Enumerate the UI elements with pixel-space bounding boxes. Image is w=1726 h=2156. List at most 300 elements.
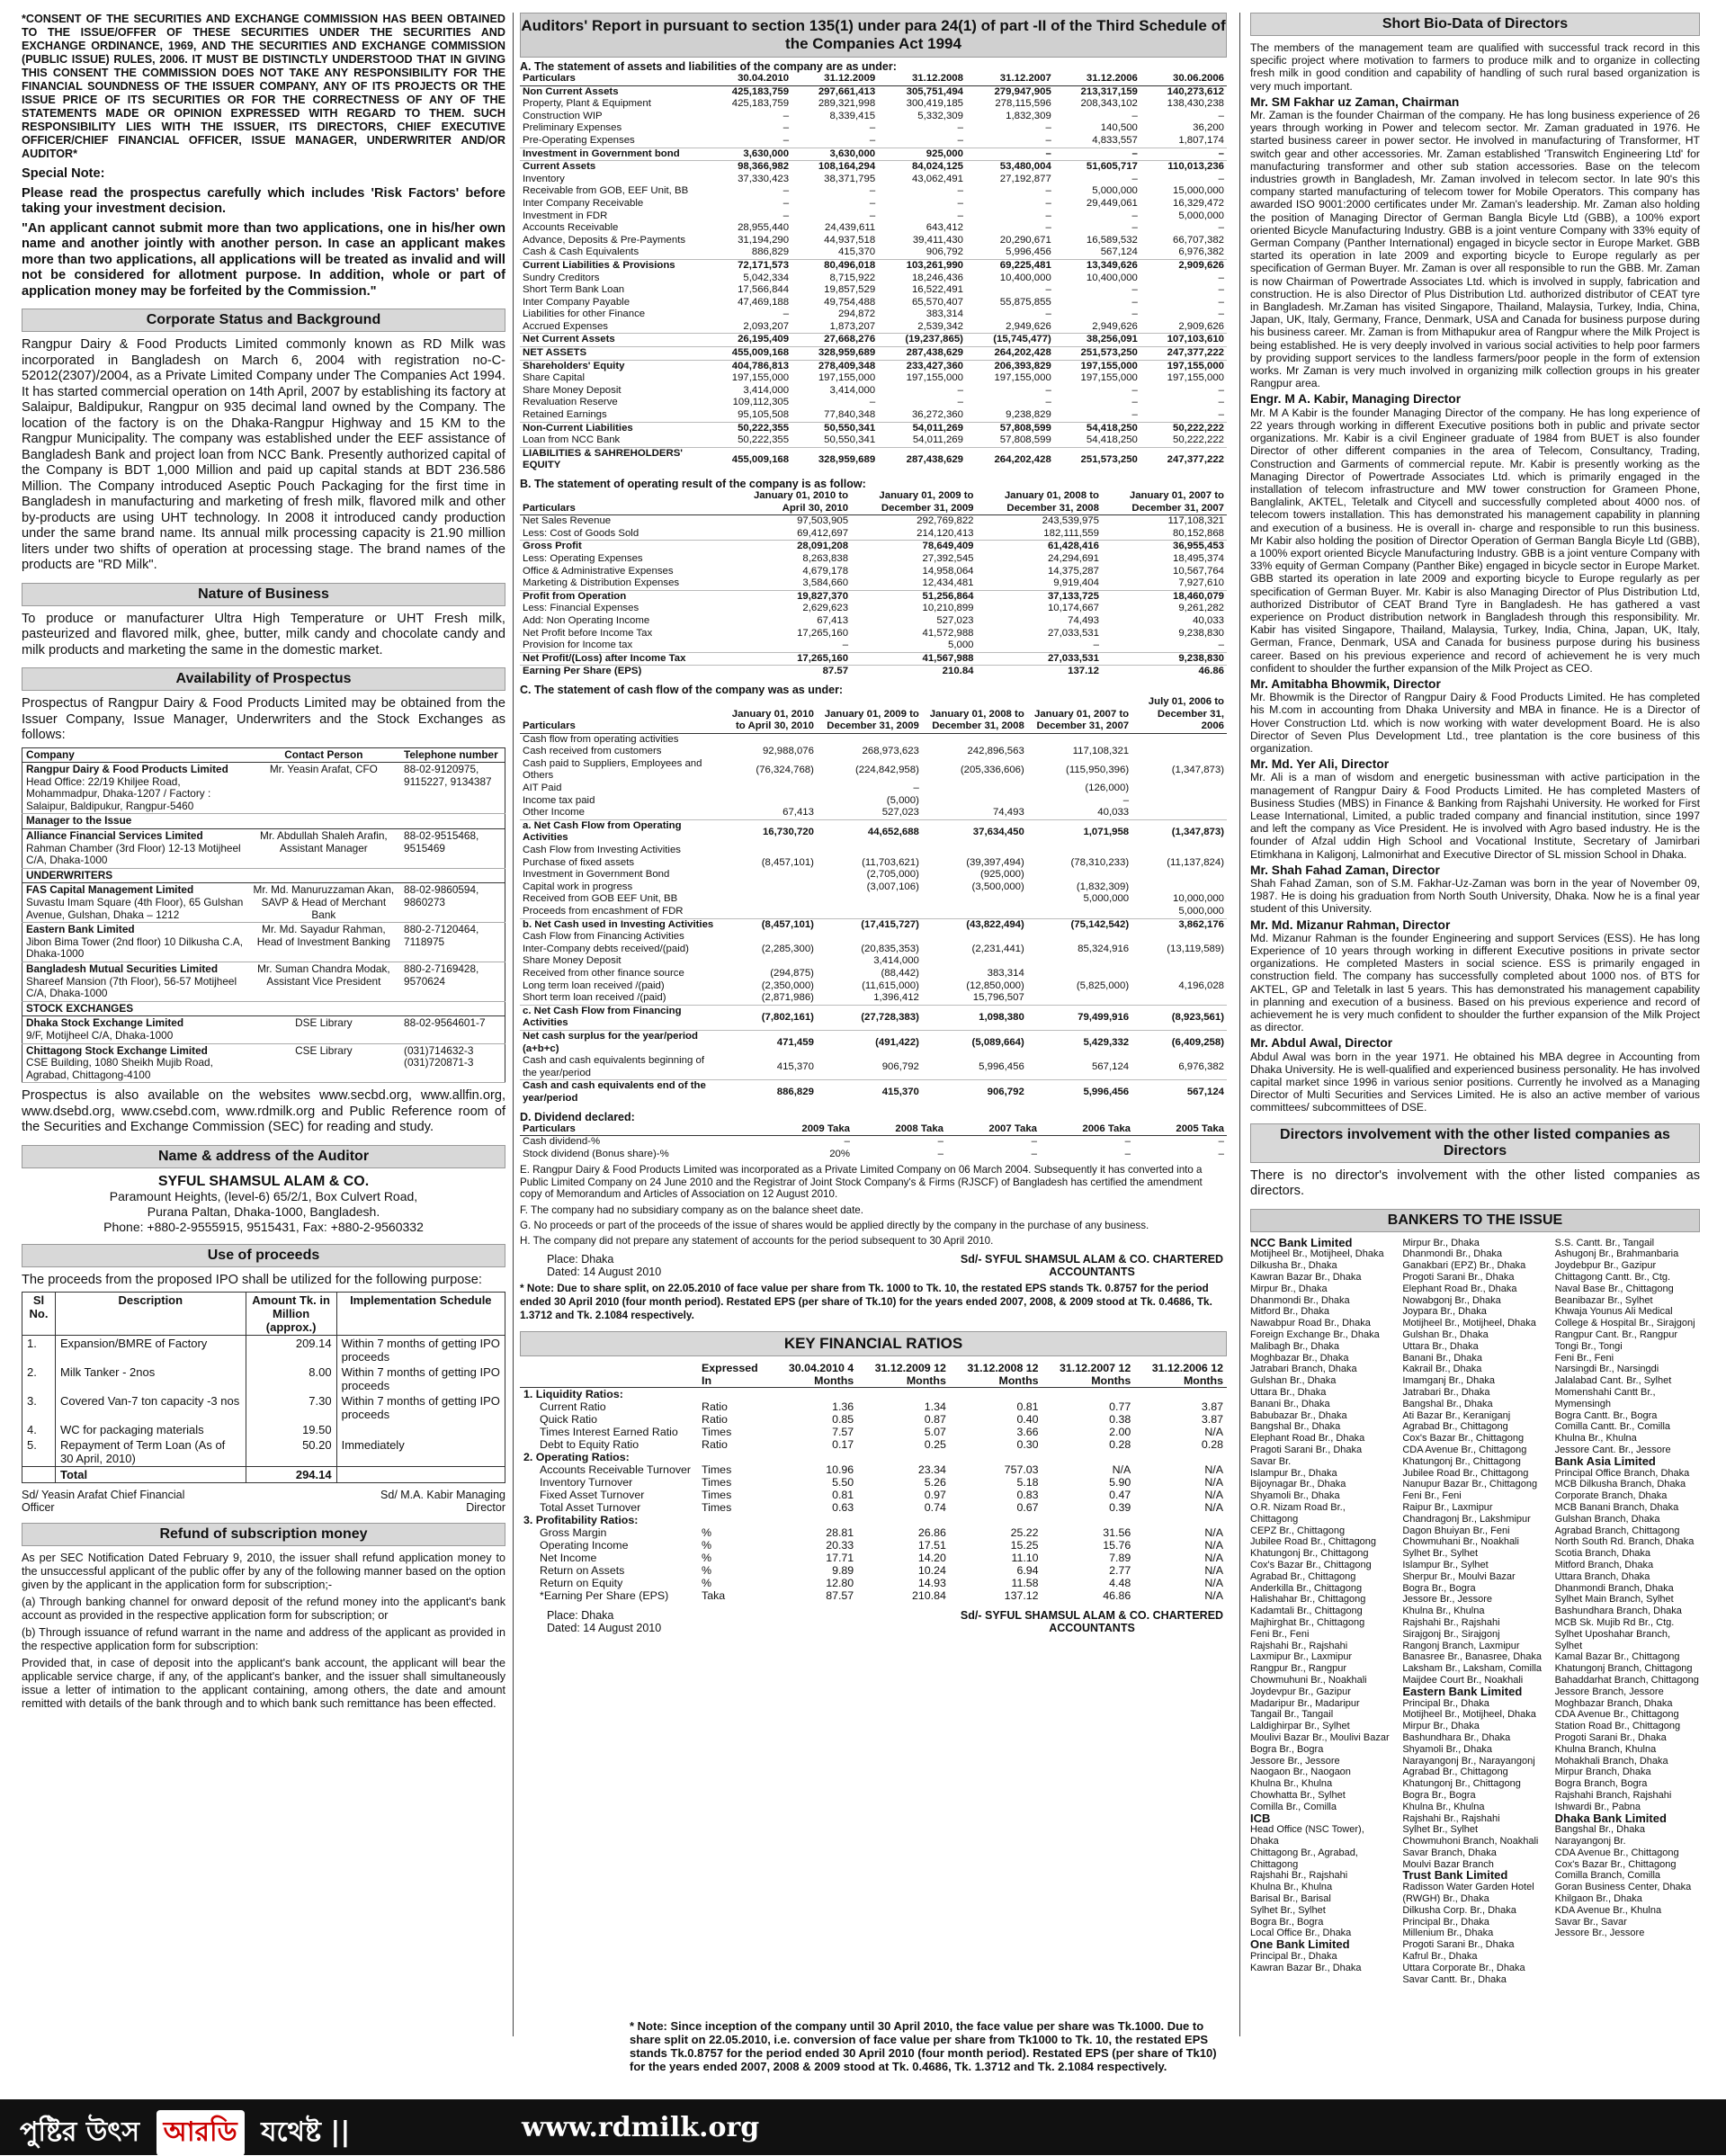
table-cell: % [702,1525,712,1539]
table-cell: Cash and cash equivalents beginning of the year/period [523,1055,705,1078]
table-cell: Preliminary Expenses [523,122,622,134]
bank-branch: Kafrul Br., Dhaka [1402,1951,1478,1963]
table-cell: – [1045,284,1051,296]
table-cell: 55,875,855 [999,296,1051,308]
table-cell: 36,200 [1193,122,1224,134]
table-row [520,447,1227,472]
bank-branch: Malibagh Br., Dhaka [1250,1340,1340,1352]
table-cell: WC for packaging materials [56,1422,246,1437]
ratio-group-row [520,1514,1227,1526]
table-cell: 12,434,481 [922,577,974,589]
bank-branch: Elephant Road Br., Dhaka [1402,1283,1517,1294]
table-cell: Net Profit/(Loss) after Income Tax [520,652,741,666]
table-cell: – [869,134,876,146]
bank-branch: Dilkusha Br., Dhaka [1250,1260,1337,1272]
bank-branch: Principal Office Branch, Dhaka [1554,1467,1690,1479]
table-cell: 5,000,000 [1092,185,1138,197]
table-cell: Long term loan received /(paid) [523,980,665,991]
table-cell: 247,377,222 [1140,347,1227,361]
table-cell: 214,120,413 [917,527,974,539]
column-divider [513,13,514,2036]
table-cell: (491,422) [817,1030,922,1055]
table-cell: 0.83 [1016,1488,1039,1501]
bank-branch: Jalalabad Cant. Br., Sylhet [1554,1375,1672,1387]
bank-branch: Rajshahi Br., Rajshahi [1250,1870,1348,1882]
table-cell: 17,265,160 [741,652,851,666]
bank-branch: Dagon Bhuiyan Br., Feni [1402,1525,1510,1536]
contact-person: Mr. Md. Sayadur Rahman, Head of Investment Banking [247,923,400,962]
col-header: January 01, 2009 to December 31, 2009 [851,490,976,515]
table-cell: 80,496,018 [791,259,878,272]
bank-branch: Sylhet Br., Sylhet [1402,1824,1479,1836]
bank-branch: Mitford Br., Dhaka [1250,1306,1330,1318]
table-cell: 137.12 [1004,1588,1039,1602]
nature-of-business-heading: Nature of Business [22,583,505,606]
table-cell: 300,419,185 [906,98,963,110]
table-cell [723,893,817,906]
table-cell: (75,142,542) [1027,918,1131,931]
table-cell: 80,152,868 [1172,527,1224,539]
contact-person: Mr. Yeasin Arafat, CFO [247,763,400,814]
table-cell: 27,668,276 [791,334,878,347]
table-group-row [22,868,505,883]
table-row [520,746,1227,758]
bank-branch: Radisson Water Garden Hotel (RWGH) Br., Dhaka [1402,1882,1534,1905]
bank-branch: Imamganj Br., Dhaka [1402,1375,1496,1387]
table-cell: – [1218,284,1224,296]
bank-branch: Khulna Branch, Khulna [1554,1743,1657,1755]
table-row [520,795,1227,808]
table-cell: 906,792 [926,246,963,258]
table-cell: – [1131,210,1138,221]
slogan-text: পুষ্টির উৎস [20,2116,140,2148]
table-cell: – [937,1148,943,1159]
table-cell: Fixed Asset Turnover [540,1488,645,1501]
bank-branch: Uttara Br., Dhaka [1402,1340,1479,1352]
company-cell [22,923,247,962]
bank-branch: Jessore Br., Jessore [1250,1755,1340,1767]
table-cell: Received from other finance source [523,967,684,979]
bank-branch: Dhanmondi Branch, Dhaka [1554,1582,1674,1594]
group-label: Manager to the Issue [22,814,505,829]
bank-branch: Joydevpur Br., Gazipur [1250,1686,1351,1697]
table-header-row [520,1362,1227,1388]
bank-name: Bank Asia Limited [1554,1454,1656,1468]
bank-branch: Motijheel Br., Motijheel, Dhaka [1250,1248,1384,1260]
table-cell: (115,950,396) [1066,764,1130,775]
bank-branch: Scotia Branch, Dhaka [1554,1548,1651,1560]
table-cell: – [783,134,790,146]
table-cell: (1,832,309) [1076,881,1130,892]
col-header: January 01, 2007 to December 31, 2007 [1027,696,1131,733]
bank-branch: Naogaon Br., Naogaon [1250,1767,1351,1778]
col-header: 30.04.2010 [705,73,791,85]
table-cell: Less: Cost of Goods Sold [523,527,639,539]
table-cell: – [783,197,790,209]
table-cell: 98,366,982 [705,161,791,174]
table-cell: 95,105,508 [738,409,790,421]
bank-branch: Savar Branch, Dhaka [1402,1847,1497,1858]
table-cell: Construction WIP [523,110,603,121]
table-cell: 3,630,000 [791,148,878,161]
bank-name: NCC Bank Limited [1250,1235,1353,1249]
table-cell: 50.20 [246,1437,336,1467]
table-cell: 6,976,382 [1178,246,1224,258]
bank-branch: Bogra Br., Bogra [1402,1582,1476,1594]
bank-branch: Bashundhara Branch, Dhaka [1554,1606,1682,1617]
table-row [520,434,1227,447]
availability-intro: Prospectus of Rangpur Dairy & Food Products Limited may be obtained from the Issuer Company, Issue Manager, Underwriters and the Stock Exchanges as follows: [22,696,505,742]
table-cell: 31.56 [1103,1525,1131,1539]
table-cell: 54,418,250 [1054,422,1140,434]
table-cell: – [1045,134,1051,146]
table-cell: % [702,1551,712,1564]
table-cell: Within 7 months of getting IPO proceeds [336,1393,505,1422]
table-cell: Gross Profit [520,541,741,553]
bank-branch: North South Rd. Branch, Dhaka [1554,1536,1695,1548]
table-cell: 74,493 [992,807,1024,819]
table-row [520,733,1227,746]
table-row [520,1564,1227,1577]
table-cell: (5,089,664) [922,1030,1027,1055]
table-cell [922,931,1027,944]
table-cell: N/A [1112,1463,1131,1476]
table-cell: N/A [1204,1488,1223,1501]
table-cell: N/A [1204,1475,1223,1489]
table-cell: Total [56,1467,246,1483]
bank-branch: Bijoynagar Br., Dhaka [1250,1479,1346,1490]
bank-branch: Beanibazar Br., Sylhet [1554,1294,1653,1306]
director-bio: Shah Fahad Zaman, son of S.M. Fakhar-Uz-Zaman was born in the year of November 09, 1987. He is doing his graduation from North South University, Dhaka. Now he is a final year student of this University. [1250,877,1700,916]
table-cell: 9,238,829 [1006,409,1051,421]
bank-branch: Millenium Br., Dhaka [1402,1928,1494,1939]
table-cell: 5.18 [1016,1475,1039,1489]
table-cell: 197,155,000 [1080,372,1138,384]
table-row [520,297,1227,309]
director-bio: Abdul Awal was born in the year 1971. He obtained his MBA degree in Accounting from Dhaka University. He is well-qualified and experienced business personality. He has involved capital market since 1996 in various senior positions. Currently he involved as a Managing Director of Multi Securities and Services Limited. He is also an active member of various committees/ subcommittees of DSE. [1250,1050,1700,1114]
table-cell: 37,330,423 [738,173,790,184]
table-group-row [22,814,505,829]
table-cell: 209.14 [246,1336,336,1365]
table-cell [817,893,922,906]
table-cell: – [1218,272,1224,283]
table-cell: 31,194,290 [738,234,790,246]
company-address: Head Office: 22/19 Khiljee Road, Mohammadpur, Dhaka-1207 / Factory : Salaipur, Baldipukur, Rangpur-5460 [26,774,211,812]
bank-branch: Goran Business Center, Dhaka [1554,1882,1692,1893]
table-cell: 4. [22,1422,56,1437]
table-cell [1027,906,1131,918]
table-cell [1131,783,1227,795]
col-header: 31.12.2007 [966,73,1054,85]
table-row [520,758,1227,783]
table-cell [1131,968,1227,980]
table-cell: 567,124 [1091,1060,1130,1072]
table-cell: 50,550,341 [791,422,878,434]
note-g: G. No proceeds or part of the proceeds of the issue of shares would be applied directly by the company in the purchase of any business. [520,1219,1149,1231]
table-cell: 5.26 [924,1475,946,1489]
table-cell: Non-Current Liabilities [520,422,705,434]
bank-branch: Bogra Branch, Bogra [1554,1778,1648,1790]
table-cell: 5,000,000 [1178,906,1224,917]
table-row [520,273,1227,285]
bank-branch: CEPZ Br., Chittagong [1250,1525,1346,1536]
eps-note: * Note: Due to share split, on 22.05.2010 of face value per share from Tk. 1000 to Tk. 10, the restated EPS stands Tk. 0.8757 for the period ended 30 April 2010 (four month period). Restated EPS (per share of Tk.10) for the years ended 2007, 2008, & 2009 stood at Tk. 0.4686, Tk. 1.3712 and Tk. 2.1084 respectively. [520,1281,1212,1321]
bank-branch: Bangshal Br., Dhaka [1250,1421,1341,1433]
table-cell: Proceeds from encashment of FDR [523,906,684,917]
table-cell: 19,857,529 [824,284,876,296]
table-cell: (11,703,621) [862,856,919,868]
table-cell: Net Profit before Income Tax [523,627,653,639]
table-cell: 0.74 [924,1500,946,1514]
table-row [520,1476,1227,1489]
bank-branch: Savar Cantt. Br., Dhaka [1402,1973,1507,1985]
bank-name: Eastern Bank Limited [1402,1684,1523,1698]
col-header: 30.06.2006 [1140,73,1227,85]
use-of-proceeds-heading: Use of proceeds [22,1244,505,1267]
table-cell: 425,183,759 [731,98,790,110]
table-cell: 25.22 [1010,1525,1039,1539]
bank-branch: Sylhet Uposhahar Branch, Sylhet [1554,1628,1671,1651]
table-cell: 17.51 [917,1538,946,1552]
table-cell: 5,042,334 [743,272,790,283]
table-cell: Earning Per Share (EPS) [520,666,741,678]
table-cell: 40,033 [1193,614,1224,626]
involvement-heading: Directors involvement with the other listed companies as Directors [1250,1123,1700,1163]
table-cell: 24,294,691 [1047,552,1099,564]
table-row [520,906,1227,918]
table-cell: – [1218,309,1224,320]
bank-branch: Laldighirpar Br., Sylhet [1250,1721,1350,1732]
table-cell: 23.34 [917,1463,946,1476]
table-cell: – [1218,173,1224,184]
table-cell: 0.40 [1016,1412,1039,1426]
col-header: 2008 Taka [853,1123,946,1136]
table-cell [22,1467,56,1483]
dividend-table [520,1123,1227,1161]
md-signature: Sd/ M.A. Kabir Managing Director [380,1489,505,1515]
table-cell: Current Liabilities & Provisions [520,259,705,272]
table-cell: 7,927,610 [1178,577,1224,589]
table-cell: (12,850,000) [966,980,1024,991]
table-row [520,881,1227,894]
table-cell: 567,124 [1100,246,1138,258]
director-name: Engr. M A. Kabir, Managing Director [1250,392,1462,407]
bank-branch: Gulshan Br., Dhaka [1402,1329,1489,1341]
table-cell: 44,937,518 [824,234,876,246]
table-row [520,385,1227,398]
bank-branch: CDA Avenue Br., Chittagong [1402,1445,1527,1455]
table-cell: – [783,309,790,320]
bank-branch: Banasree Br., Banasree, Dhaka [1402,1651,1543,1663]
table-cell: 28,091,208 [741,541,851,553]
table-cell: 415,370 [817,1080,922,1105]
table-cell: 50,222,222 [1172,434,1224,446]
table-cell: 10,000,000 [1172,893,1224,905]
special-note-title: Special Note: [22,166,105,181]
bank-branch: Gulshan Br., Dhaka [1250,1375,1337,1387]
table-row [22,763,505,814]
table-cell: – [783,110,790,121]
table-header-row [520,1123,1227,1136]
table-cell: Times [702,1425,732,1438]
company-name: Alliance Financial Services Limited [26,829,203,843]
table-cell: N/A [1204,1500,1223,1514]
table-cell: – [869,397,876,408]
table-cell: (5,000) [886,794,919,806]
ratios-eps-note: * Note: Since inception of the company until 30 April 2010, the face value per share was Tk.1000. Due to share split on 22.05.2010, i.e. conversion of face value per share from Tk1000 to Tk. 10, the restated EPS stands Tk.0.8757 for the period ended 30 April 2010 (four month period). Restated EPS (per share of Tk10) for the years ended 2007, 2008 & 2009 stood at Tk. 0.4686, Tk. 1.3712 and Tk. 2.1084 respectively. [630,2019,1217,2073]
table-cell: 84,024,125 [878,161,966,174]
bank-branch: Uttara Br., Dhaka [1250,1387,1327,1399]
table-cell: 251,573,250 [1054,447,1140,472]
ratio-group-label: 1. Liquidity Ratios: [523,1387,623,1400]
company-cell [22,883,247,923]
ratios-date: Dated: 14 August 2010 [547,1621,662,1634]
table-cell: 36,272,360 [911,409,963,421]
bank-branch: Laksham Br., Laksham, Comilla [1402,1663,1542,1675]
table-cell: Provision for Income tax [523,640,633,651]
bank-branch: Agrabad Br., Chittagong [1402,1767,1508,1778]
table-cell: – [957,397,963,408]
table-cell: (13,119,589) [1167,943,1224,954]
table-cell: 19,827,370 [741,590,851,603]
col-header: January 01, 2007 to December 31, 2007 [1102,490,1227,515]
bank-branch: Momenshahi Cantt Br., Mymensingh [1554,1387,1656,1409]
bank-branch: Jubilee Road Br., Chittagong [1402,1467,1529,1479]
table-cell: Current Assets [520,161,705,174]
table-cell: 0.81 [832,1488,854,1501]
bank-branch: Kawran Bazar Br., Dhaka [1250,1962,1362,1973]
table-cell: 47,469,188 [738,296,790,308]
table-cell: 16,589,532 [1086,234,1138,246]
table-cell: 643,412 [926,222,963,234]
table-cell: 51,605,717 [1054,161,1140,174]
bank-name: ICB [1250,1811,1271,1825]
table-cell: – [1131,397,1138,408]
table-row [520,603,1227,615]
table-row [520,372,1227,385]
table-row [520,807,1227,819]
table-cell: 278,409,348 [791,360,878,372]
table-cell: Net cash surplus for the year/period (a+b+c) [520,1030,723,1055]
table-cell: 210.84 [911,1588,946,1602]
table-cell: (76,324,768) [756,764,814,775]
bank-branch: Elephant Road Br., Dhaka [1250,1433,1365,1445]
company-address: Suvastu Imam Square (4th Floor), 65 Gulshan Avenue, Gulshan, Dhaka – 1212 [26,896,244,921]
table-cell: (1,347,873) [1131,819,1227,845]
bank-branch: Shyamoli Br., Dhaka [1250,1490,1340,1502]
table-cell: (6,409,258) [1131,1030,1227,1055]
bank-branch: Babubazar Br., Dhaka [1250,1409,1347,1421]
table-cell: 0.81 [1016,1400,1039,1413]
table-cell: – [913,783,919,794]
bank-branch: Rajshahi Branch, Rajshahi [1554,1789,1672,1801]
table-cell: (17,415,727) [817,918,922,931]
website-link[interactable]: www.rdmilk.org [522,2112,760,2143]
table-cell: 13,349,626 [1054,259,1140,272]
table-cell: N/A [1204,1538,1223,1552]
ratio-group-row [520,1387,1227,1400]
table-cell: Times Interest Earned Ratio [540,1425,678,1438]
bank-branch: Nawabpur Road Br., Dhaka [1250,1318,1371,1329]
table-cell [723,795,817,808]
table-cell: Times [702,1488,732,1501]
table-cell: – [869,210,876,221]
table-cell: 1,873,207 [829,320,876,332]
table-cell [817,733,922,746]
table-cell: Share Money Deposit [523,384,622,396]
bank-branch: Bogra Br., Bogra [1250,1743,1324,1755]
bank-branch: Jessore Br., Jessore [1554,1928,1645,1939]
bank-branch: Cox's Bazar Br., Chittagong [1402,1433,1525,1445]
table-row [520,284,1227,297]
table-cell: 0.87 [924,1412,946,1426]
table-cell [336,1467,505,1483]
table-cell: LIABILITIES & SAHREHOLDERS' EQUITY [520,447,705,472]
consent-notice: *CONSENT OF THE SECURITIES AND EXCHANGE COMMISSION HAS BEEN OBTAINED TO THE ISSUE/OFFER OF THESE SECURITIES UNDER THE SECURITIES AND EXCHANGE ORDINANCE, 1969, AND THE SECURITIES AND EXCHANGE COMMISSION (PUBLIC ISSUE) RULES, 2006. IT MUST BE DISTINCTLY UNDERSTOOD THAT IN GIVING THIS CONSENT THE COMMISSION DOES NOT TAKE ANY RESPONSIBILITY FOR THE FINANCIAL SOUNDNESS OF THE ISSUER COMPANY, ANY OF ITS PROJECTS OR THE ISSUE PRICE OF ITS SECURITIES OR FOR THE CORRECTNESS OF ANY OF THE STATEMENTS MADE OR OPINION EXPRESSED WITH REGARD TO THEM. SUCH RESPONSIBILITY LIES WITH THE ISSUER, ITS DIRECTORS, CHIEF EXECUTIVE OFFICER/CHIEF FINANCIAL OFFICER, ISSUE MANAGER, UNDERWRITER AND/OR AUDITOR* [22,13,505,160]
table-cell: 41,572,988 [922,627,974,639]
refund-heading: Refund of subscription money [22,1523,505,1546]
table-cell: 87.57 [741,666,851,678]
table-cell: – [1045,122,1051,134]
table-cell: (8,457,101) [723,918,817,931]
table-cell: 197,155,000 [994,372,1051,384]
table-cell: 264,202,428 [966,447,1054,472]
table-cell: 87.57 [826,1588,854,1602]
table-cell: – [937,1136,943,1148]
table-cell [922,845,1027,857]
table-cell: – [957,384,963,396]
bank-branch: Khatungonj Br., Chittagong [1402,1455,1521,1467]
prospectus-availability-table [22,747,505,1084]
table-cell: 455,009,168 [705,347,791,361]
table-row [520,111,1227,123]
table-cell: (5,825,000) [1076,980,1130,991]
table-cell: 425,183,759 [705,85,791,98]
table-cell: 383,314 [926,309,963,320]
table-row [520,122,1227,135]
col-header: 31.12.2008 [878,73,966,85]
table-cell: (43,822,494) [922,918,1027,931]
table-cell: 1,071,958 [1027,819,1131,845]
table-cell: (11,137,824) [1167,856,1224,868]
table-cell: 292,769,822 [917,515,974,527]
table-cell: Times [702,1475,732,1489]
table-cell: Cash Flow from Investing Activities [523,845,681,856]
table-cell: Investment in Government bond [520,148,705,161]
table-cell: 140,500 [1100,122,1138,134]
table-cell: 49,754,488 [824,296,876,308]
table-cell: 18,460,079 [1102,590,1227,603]
table-cell: – [783,122,790,134]
table-row [520,1055,1227,1080]
table-cell: 197,155,000 [818,372,876,384]
telephone: 88-02-9120975, 9115227, 9134387 [400,763,505,814]
table-cell: (2,285,300) [761,943,814,954]
bank-branch: O.R. Nizam Road Br., Chittagong [1250,1501,1346,1525]
col-header: January 01, 2008 to December 31, 2008 [922,696,1027,733]
table-row [520,360,1227,372]
table-cell: Immediately [336,1437,505,1467]
table-cell: Profit from Operation [520,590,741,603]
bankers-column [1250,1235,1395,1986]
contact-person: Mr. Suman Chandra Modak, Assistant Vice President [247,962,400,1002]
table-cell: 9,238,830 [1178,627,1224,639]
table-row [520,334,1227,347]
table-cell [817,931,922,944]
table-cell: 305,751,494 [878,85,966,98]
bank-name: Trust Bank Limited [1402,1868,1508,1883]
key-ratios-heading: KEY FINANCIAL RATIOS [520,1331,1227,1356]
